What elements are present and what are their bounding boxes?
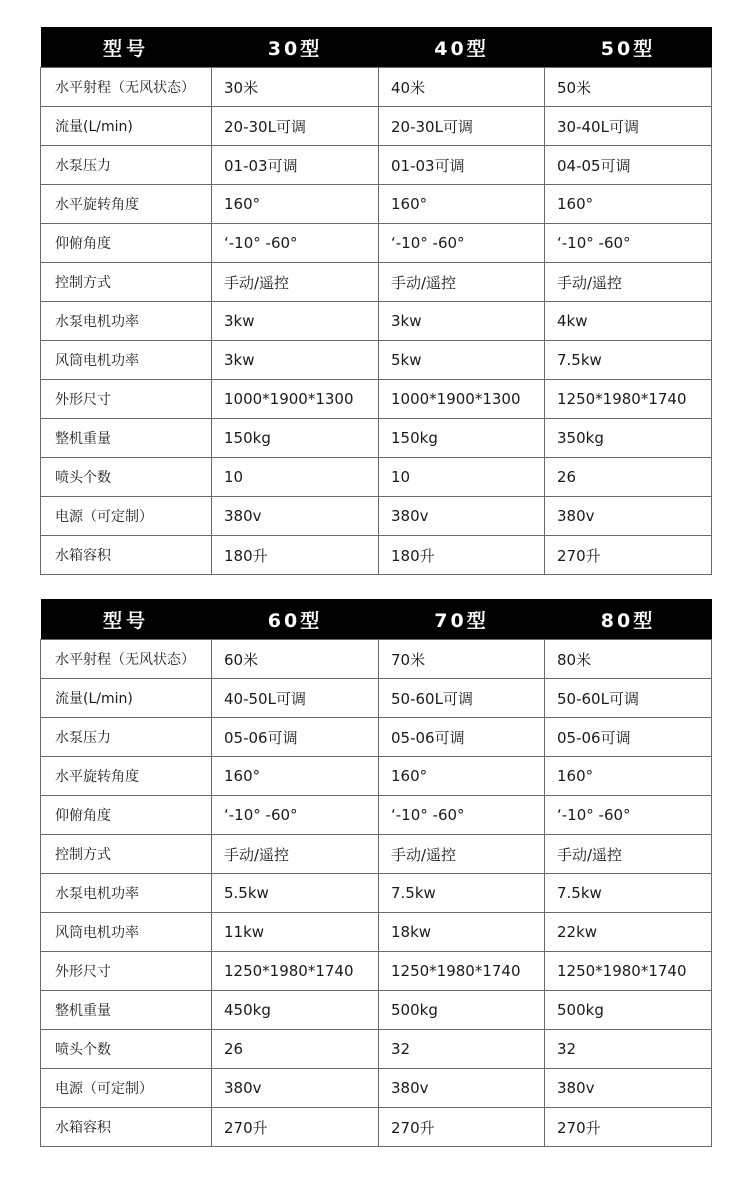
table-row	[41, 263, 712, 302]
spec-label: 水箱容积	[41, 536, 212, 575]
spec-table-2	[40, 599, 712, 1147]
spec-value: 10	[212, 458, 379, 497]
spec-value: 18kw	[379, 913, 545, 952]
spec-table-1	[40, 27, 712, 575]
spec-value: 20-30L可调	[379, 107, 545, 146]
spec-label: 风筒电机功率	[41, 913, 212, 952]
spec-value: 180升	[212, 536, 379, 575]
spec-value: 380v	[379, 1069, 545, 1108]
spec-label: 喷头个数	[41, 1030, 212, 1069]
spec-label: 电源（可定制）	[41, 497, 212, 536]
spec-value: ‘-10° -60°	[212, 796, 379, 835]
spec-value: 380v	[212, 497, 379, 536]
spec-value: ‘-10° -60°	[379, 796, 545, 835]
spec-value: 350kg	[545, 419, 712, 458]
spec-value: 5kw	[379, 341, 545, 380]
spec-value: 160°	[545, 757, 712, 796]
spec-value: 50-60L可调	[545, 679, 712, 718]
spec-value: 32	[545, 1030, 712, 1069]
spec-label: 水箱容积	[41, 1108, 212, 1147]
spec-value: 160°	[212, 757, 379, 796]
spec-value: 20-30L可调	[212, 107, 379, 146]
spec-value: 270升	[379, 1108, 545, 1147]
table-row	[41, 497, 712, 536]
spec-value: 3kw	[212, 341, 379, 380]
spec-value: 380v	[379, 497, 545, 536]
spec-value: 50-60L可调	[379, 679, 545, 718]
spec-value: 1000*1900*1300	[212, 380, 379, 419]
table-row	[41, 458, 712, 497]
spec-value: 270升	[212, 1108, 379, 1147]
table-row	[41, 1069, 712, 1108]
spec-value: 270升	[545, 1108, 712, 1147]
spec-value: 05-06可调	[379, 718, 545, 757]
spec-value: 270升	[545, 536, 712, 575]
header-row	[41, 27, 712, 68]
spec-value: 30米	[212, 68, 379, 107]
spec-value: 150kg	[379, 419, 545, 458]
spec-value: 26	[212, 1030, 379, 1069]
spec-value: 手动/遥控	[379, 263, 545, 302]
spec-value: 7.5kw	[545, 341, 712, 380]
spec-value: 1250*1980*1740	[545, 952, 712, 991]
spec-value: 380v	[545, 1069, 712, 1108]
spec-value: 1250*1980*1740	[545, 380, 712, 419]
header-row	[41, 599, 712, 640]
spec-label: 整机重量	[41, 991, 212, 1030]
spec-value: 160°	[212, 185, 379, 224]
table-row	[41, 913, 712, 952]
spec-label: 外形尺寸	[41, 380, 212, 419]
spec-value: ‘-10° -60°	[212, 224, 379, 263]
spec-value: 150kg	[212, 419, 379, 458]
table-row	[41, 1030, 712, 1069]
spec-value: 01-03可调	[212, 146, 379, 185]
table-row	[41, 380, 712, 419]
spec-value: 1000*1900*1300	[379, 380, 545, 419]
spec-label: 整机重量	[41, 419, 212, 458]
table-row	[41, 835, 712, 874]
table-row	[41, 146, 712, 185]
spec-value: 11kw	[212, 913, 379, 952]
spec-value: 4kw	[545, 302, 712, 341]
table-row	[41, 640, 712, 679]
spec-label: 水泵电机功率	[41, 874, 212, 913]
spec-value: ‘-10° -60°	[379, 224, 545, 263]
spec-value: 32	[379, 1030, 545, 1069]
spec-label: 仰俯角度	[41, 224, 212, 263]
spec-value: 450kg	[212, 991, 379, 1030]
spec-value: 手动/遥控	[379, 835, 545, 874]
spec-value: ‘-10° -60°	[545, 796, 712, 835]
spec-value: 手动/遥控	[545, 835, 712, 874]
spec-table-header	[41, 599, 712, 640]
table-row	[41, 1108, 712, 1147]
spec-value: 1250*1980*1740	[212, 952, 379, 991]
spec-label: 控制方式	[41, 263, 212, 302]
table-row	[41, 718, 712, 757]
table-row	[41, 991, 712, 1030]
spec-value: 7.5kw	[545, 874, 712, 913]
spec-label: 水泵压力	[41, 718, 212, 757]
spec-value: 380v	[212, 1069, 379, 1108]
table-row	[41, 224, 712, 263]
header-model-3: 50型	[545, 27, 712, 68]
spec-value: 80米	[545, 640, 712, 679]
spec-value: 160°	[379, 757, 545, 796]
table-row	[41, 796, 712, 835]
spec-label: 控制方式	[41, 835, 212, 874]
table-row	[41, 679, 712, 718]
table-row	[41, 341, 712, 380]
header-model-1: 60型	[212, 599, 379, 640]
table-row	[41, 952, 712, 991]
spec-label: 流量(L/min)	[41, 679, 212, 718]
spec-value: 380v	[545, 497, 712, 536]
spec-value: 500kg	[379, 991, 545, 1030]
spec-value: 05-06可调	[545, 718, 712, 757]
spec-value: 04-05可调	[545, 146, 712, 185]
spec-value: 40-50L可调	[212, 679, 379, 718]
spec-label: 流量(L/min)	[41, 107, 212, 146]
spec-value: 手动/遥控	[212, 835, 379, 874]
spec-label: 水泵压力	[41, 146, 212, 185]
spec-value: 05-06可调	[212, 718, 379, 757]
spec-label: 水泵电机功率	[41, 302, 212, 341]
spec-label: 水平旋转角度	[41, 757, 212, 796]
header-model-label: 型号	[41, 599, 212, 640]
spec-label: 风筒电机功率	[41, 341, 212, 380]
header-model-1: 30型	[212, 27, 379, 68]
spec-value: 3kw	[379, 302, 545, 341]
table-row	[41, 68, 712, 107]
spec-value: 26	[545, 458, 712, 497]
spec-value: 3kw	[212, 302, 379, 341]
spec-label: 外形尺寸	[41, 952, 212, 991]
table-row	[41, 302, 712, 341]
spec-table-body	[41, 68, 712, 575]
spec-label: 水平射程（无风状态）	[41, 68, 212, 107]
spec-value: 30-40L可调	[545, 107, 712, 146]
spec-table-header	[41, 27, 712, 68]
spec-value: 5.5kw	[212, 874, 379, 913]
spec-value: 40米	[379, 68, 545, 107]
spec-value: 01-03可调	[379, 146, 545, 185]
table-row	[41, 419, 712, 458]
table-row	[41, 536, 712, 575]
spec-value: 160°	[379, 185, 545, 224]
spec-value: 22kw	[545, 913, 712, 952]
table-row	[41, 185, 712, 224]
spec-label: 水平射程（无风状态）	[41, 640, 212, 679]
spec-table-body	[41, 640, 712, 1147]
spec-value: 70米	[379, 640, 545, 679]
spec-value: 10	[379, 458, 545, 497]
header-model-2: 70型	[379, 599, 545, 640]
spec-label: 仰俯角度	[41, 796, 212, 835]
spec-value: 50米	[545, 68, 712, 107]
header-model-3: 80型	[545, 599, 712, 640]
spec-value: 7.5kw	[379, 874, 545, 913]
header-model-label: 型号	[41, 27, 212, 68]
spec-value: 手动/遥控	[212, 263, 379, 302]
table-row	[41, 757, 712, 796]
spec-value: ‘-10° -60°	[545, 224, 712, 263]
table-row	[41, 874, 712, 913]
spec-value: 手动/遥控	[545, 263, 712, 302]
spec-value: 60米	[212, 640, 379, 679]
spec-label: 电源（可定制）	[41, 1069, 212, 1108]
spec-value: 160°	[545, 185, 712, 224]
header-model-2: 40型	[379, 27, 545, 68]
table-row	[41, 107, 712, 146]
spec-label: 喷头个数	[41, 458, 212, 497]
spec-value: 180升	[379, 536, 545, 575]
spec-label: 水平旋转角度	[41, 185, 212, 224]
spec-value: 1250*1980*1740	[379, 952, 545, 991]
spec-value: 500kg	[545, 991, 712, 1030]
